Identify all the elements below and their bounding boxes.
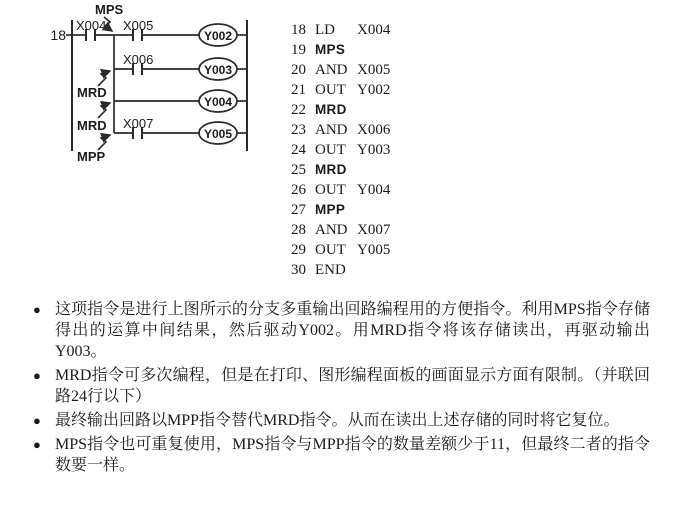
coil-y004-label: Y004 — [203, 95, 233, 109]
bullet-icon: ● — [33, 302, 41, 317]
mnemonic: END — [315, 262, 346, 278]
mnemonic: LD — [315, 22, 335, 38]
operand: X006 — [357, 122, 391, 138]
operand: Y002 — [357, 82, 391, 98]
step-number: 21 — [291, 82, 306, 98]
step-number: 30 — [291, 262, 306, 278]
note-text: 最终输出回路以MPP指令替代MRD指令。从而在读出上述存储的同时将它复位。 — [55, 412, 620, 429]
note-item — [33, 410, 650, 431]
mnemonic: OUT — [315, 82, 346, 98]
step-number: 29 — [291, 242, 306, 258]
mnemonic: MPS — [315, 42, 346, 57]
step-number: 25 — [291, 162, 306, 178]
mnemonic: MRD — [315, 162, 347, 177]
mnemonic: AND — [315, 222, 348, 238]
operand: Y003 — [357, 142, 391, 158]
step-number: 26 — [291, 182, 306, 198]
mnemonic: MPP — [315, 202, 346, 217]
program-row — [288, 120, 390, 140]
operand: X005 — [357, 62, 391, 78]
operand: X004 — [357, 22, 391, 38]
mnemonic: MRD — [315, 102, 347, 117]
bullet-icon: ● — [33, 437, 41, 452]
coil-y003-label: Y003 — [203, 63, 233, 77]
contact-x007-label: X007 — [123, 116, 154, 131]
mnemonic: OUT — [315, 142, 346, 158]
instruction-list — [288, 20, 390, 280]
note-text: MPS指令也可重复使用，MPS指令与MPP指令的数量差额少于11，但最终二者的指令数要一样。 — [55, 436, 650, 474]
mpp-label: MPP — [77, 149, 106, 164]
mnemonic: AND — [315, 122, 348, 138]
mrd1-arrow-icon — [98, 71, 110, 86]
note-text: MRD指令可多次编程，但是在打印、图形编程面板的画面显示方面有限制。（并联回路24行以下） — [55, 367, 650, 405]
program-row — [288, 20, 390, 40]
mps-label: MPS — [95, 2, 124, 17]
program-row — [288, 80, 390, 100]
mrd2-arrow-icon — [98, 103, 110, 118]
program-row — [288, 180, 390, 200]
program-row — [288, 60, 390, 80]
step-number: 24 — [291, 142, 306, 158]
step-number: 28 — [291, 222, 306, 238]
program-row — [288, 160, 390, 180]
operand: X007 — [357, 222, 391, 238]
step-number: 19 — [291, 42, 306, 58]
note-item — [33, 365, 650, 407]
step-number: 20 — [291, 62, 306, 78]
contact-x006-label: X006 — [123, 52, 154, 67]
step-number: 22 — [291, 102, 306, 118]
bullet-icon: ● — [33, 368, 41, 383]
mrd2-label: MRD — [77, 118, 107, 133]
program-row — [288, 40, 390, 60]
coil-y002-label: Y002 — [203, 29, 233, 43]
bullet-icon: ● — [33, 413, 41, 428]
contact-x004-label: X004 — [76, 18, 107, 33]
program-row — [288, 100, 390, 120]
step-number: 27 — [291, 202, 306, 218]
program-row — [288, 240, 390, 260]
program-row — [288, 200, 390, 220]
ladder-step-number: 18 — [50, 27, 66, 43]
mrd1-label: MRD — [77, 85, 107, 100]
coil-y005-label: Y005 — [203, 127, 233, 141]
program-row — [288, 140, 390, 160]
ladder-diagram — [0, 0, 270, 172]
mnemonic: OUT — [315, 242, 346, 258]
program-row — [288, 260, 390, 280]
mpp-arrow-icon — [98, 135, 110, 150]
operand: Y005 — [357, 242, 391, 258]
notes-section — [33, 299, 650, 479]
mnemonic: AND — [315, 62, 348, 78]
step-number: 23 — [291, 122, 306, 138]
step-number: 18 — [291, 22, 306, 38]
mnemonic: OUT — [315, 182, 346, 198]
note-item — [33, 434, 650, 476]
note-item — [33, 299, 650, 362]
contact-x005-label: X005 — [123, 18, 154, 33]
program-row — [288, 220, 390, 240]
note-text: 这项指令是进行上图所示的分支多重输出回路编程用的方便指令。利用MPS指令存储得出的运算中间结果，然后驱动Y002。用MRD指令将该存储读出，再驱动输出Y003。 — [55, 301, 650, 360]
operand: Y004 — [357, 182, 391, 198]
